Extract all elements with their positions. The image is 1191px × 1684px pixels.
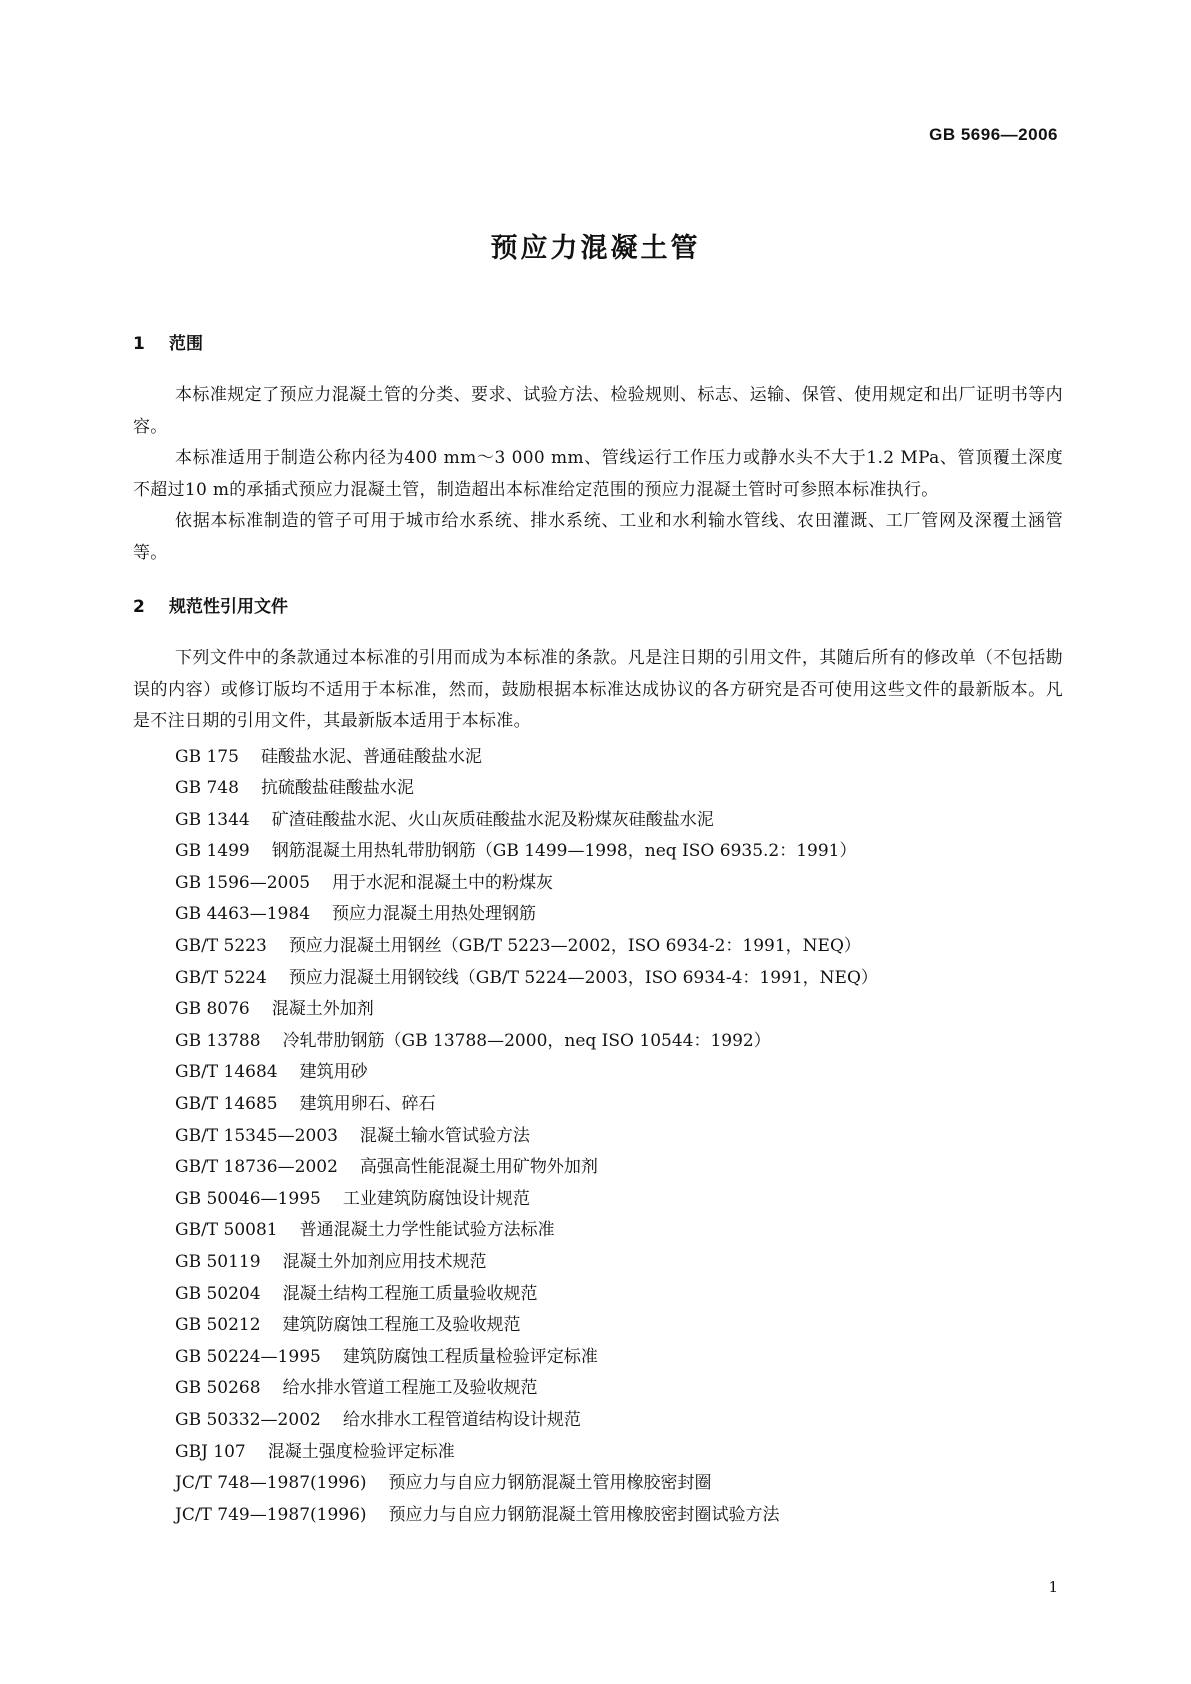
reference-code: GB 50204 — [175, 1283, 261, 1304]
reference-title: 混凝土输水管试验方法 — [359, 1125, 530, 1146]
section-number: 1 — [133, 334, 145, 354]
reference-title: 建筑防腐蚀工程施工及验收规范 — [282, 1315, 521, 1336]
reference-title: 硅酸盐水泥、普通硅酸盐水泥 — [260, 746, 482, 767]
reference-item — [133, 836, 1063, 868]
section-title: 规范性引用文件 — [169, 597, 288, 617]
reference-code: GB/T 50081 — [175, 1220, 278, 1241]
reference-title: 预应力混凝土用钢铰线（GB/T 5224—2003，ISO 6934-4：1991，NEQ） — [288, 967, 878, 988]
reference-item — [133, 868, 1063, 900]
reference-code: JC/T 748—1987(1996) — [175, 1473, 367, 1494]
paragraph: 本标准适用于制造公称内径为400 mm～3 000 mm、管线运行工作压力或静水头不大于1.2 MPa、管顶覆土深度不超过10 m的承插式预应力混凝土管，制造超出本标准给定范围的预应力混凝土管时可参照本标准执行。 — [133, 448, 1063, 500]
reference-code: GB 4463—1984 — [175, 904, 311, 925]
reference-code: GB 50212 — [175, 1315, 261, 1336]
reference-title: 建筑用卵石、碎石 — [299, 1094, 436, 1115]
reference-title: 建筑用砂 — [299, 1062, 368, 1083]
reference-code: GB/T 18736—2002 — [175, 1157, 338, 1178]
reference-code: GB 50332—2002 — [175, 1409, 321, 1430]
reference-code: GB/T 5224 — [175, 967, 267, 988]
reference-item — [133, 1089, 1063, 1121]
reference-item — [133, 1152, 1063, 1184]
reference-code: GB/T 14685 — [175, 1094, 278, 1115]
paragraph: 本标准规定了预应力混凝土管的分类、要求、试验方法、检验规则、标志、运输、保管、使用规定和出厂证明书等内容。 — [133, 385, 1063, 437]
section-heading-normative-references — [133, 591, 1063, 623]
reference-item — [133, 1310, 1063, 1342]
reference-code: GB/T 5223 — [175, 936, 267, 957]
reference-code: JC/T 749—1987(1996) — [175, 1504, 367, 1525]
reference-code: GB 1499 — [175, 841, 250, 862]
reference-code: GB 748 — [175, 778, 239, 799]
page-number: 1 — [1048, 1578, 1058, 1596]
reference-code: GB 50119 — [175, 1252, 261, 1272]
reference-item — [133, 773, 1063, 805]
reference-item — [133, 1215, 1063, 1247]
reference-item — [133, 1373, 1063, 1405]
reference-title: 预应力与自应力钢筋混凝土管用橡胶密封圈 — [388, 1473, 712, 1494]
reference-title: 给水排水管道工程施工及验收规范 — [282, 1378, 538, 1399]
section-title: 范围 — [169, 334, 203, 354]
reference-title: 高强高性能混凝土用矿物外加剂 — [359, 1157, 598, 1178]
reference-code: GB 50268 — [175, 1378, 261, 1399]
reference-item — [133, 1279, 1063, 1311]
reference-title: 建筑防腐蚀工程质量检验评定标准 — [342, 1346, 598, 1367]
reference-item — [133, 1342, 1063, 1374]
reference-item — [133, 931, 1063, 963]
reference-item — [133, 742, 1063, 774]
reference-code: GB 1344 — [175, 809, 250, 830]
reference-title: 混凝土外加剂应用技术规范 — [282, 1252, 487, 1272]
reference-item — [133, 1026, 1063, 1058]
reference-item — [133, 994, 1063, 1026]
reference-title: 抗硫酸盐硅酸盐水泥 — [260, 778, 414, 799]
reference-item — [133, 1468, 1063, 1500]
reference-title: 预应力混凝土用热处理钢筋 — [332, 904, 537, 925]
reference-item — [133, 1500, 1063, 1532]
reference-item — [133, 1121, 1063, 1153]
reference-title: 混凝土结构工程施工质量验收规范 — [282, 1283, 538, 1304]
reference-item — [133, 805, 1063, 837]
reference-title: 用于水泥和混凝土中的粉煤灰 — [332, 872, 554, 893]
reference-code: GBJ 107 — [175, 1441, 246, 1462]
reference-list — [133, 742, 1063, 1532]
paragraph: 依据本标准制造的管子可用于城市给水系统、排水系统、工业和水利输水管线、农田灌溉、工厂管网及深覆土涵管等。 — [133, 511, 1063, 563]
reference-title: 混凝土外加剂 — [271, 999, 374, 1020]
reference-title: 普通混凝土力学性能试验方法标准 — [299, 1220, 555, 1241]
reference-item — [133, 899, 1063, 931]
reference-title: 给水排水工程管道结构设计规范 — [342, 1409, 581, 1430]
reference-item — [133, 1057, 1063, 1089]
reference-title: 预应力与自应力钢筋混凝土管用橡胶密封圈试验方法 — [388, 1504, 780, 1525]
reference-title: 预应力混凝土用钢丝（GB/T 5223—2002，ISO 6934-2：1991，NEQ） — [288, 936, 861, 957]
section-number: 2 — [133, 597, 145, 617]
reference-title: 冷轧带肋钢筋（GB 13788—2000，neq ISO 10544：1992） — [282, 1030, 771, 1051]
reference-code: GB 50046—1995 — [175, 1188, 321, 1209]
reference-code: GB/T 14684 — [175, 1062, 278, 1083]
reference-item — [133, 1437, 1063, 1469]
reference-title: 混凝土强度检验评定标准 — [267, 1441, 455, 1462]
reference-title: 矿渣硅酸盐水泥、火山灰质硅酸盐水泥及粉煤灰硅酸盐水泥 — [271, 809, 714, 830]
reference-code: GB 1596—2005 — [175, 872, 311, 893]
document-title: 预应力混凝土管 — [490, 233, 701, 264]
reference-item — [133, 1405, 1063, 1437]
standard-code: GB 5696—2006 — [929, 125, 1058, 144]
paragraph: 下列文件中的条款通过本标准的引用而成为本标准的条款。凡是注日期的引用文件，其随后所有的修改单（不包括勘误的内容）或修订版均不适用于本标准，然而，鼓励根据本标准达成协议的各方研究是否可使用这些文件的最新版本。凡是不注日期的引用文件，其最新版本适用于本标准。 — [133, 648, 1063, 731]
reference-code: GB 50224—1995 — [175, 1346, 321, 1367]
reference-code: GB 8076 — [175, 999, 250, 1020]
reference-item — [133, 963, 1063, 995]
reference-code: GB 13788 — [175, 1030, 261, 1051]
reference-item — [133, 1184, 1063, 1216]
document-body — [133, 328, 1063, 1531]
reference-title: 工业建筑防腐蚀设计规范 — [342, 1188, 530, 1209]
reference-item — [133, 1247, 1063, 1279]
section-heading-scope — [133, 328, 1063, 360]
reference-title: 钢筋混凝土用热轧带肋钢筋（GB 1499—1998，neq ISO 6935.2：1991） — [271, 841, 857, 862]
reference-code: GB 175 — [175, 746, 239, 767]
reference-code: GB/T 15345—2003 — [175, 1125, 338, 1146]
